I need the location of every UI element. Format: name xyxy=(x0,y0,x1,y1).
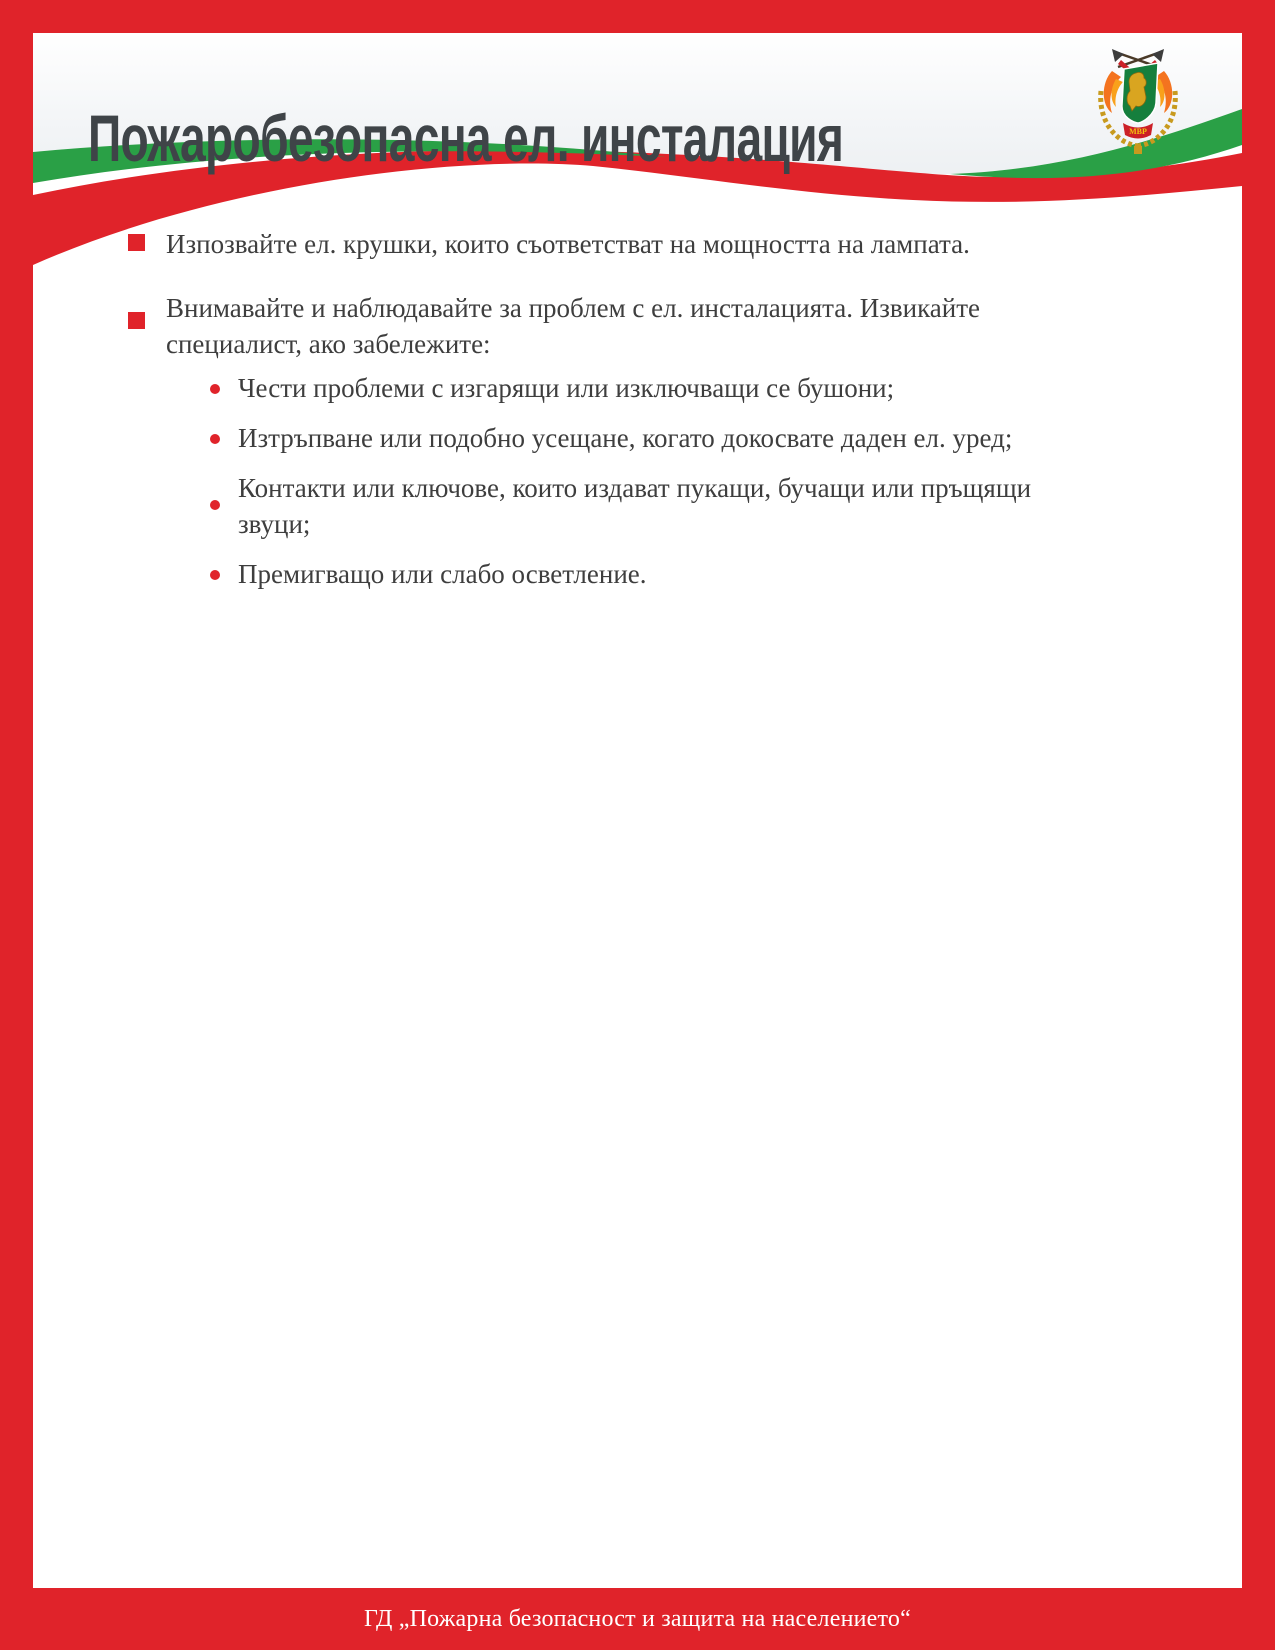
axe-head-right-icon xyxy=(1152,49,1164,62)
bullet-text: Изпозвайте ел. крушки, които съответстват на мощността на лампата. xyxy=(166,229,970,259)
sub-bullet-text: Чести проблеми с изгарящи или изключващи се бушони; xyxy=(238,373,895,403)
sub-bullet-item xyxy=(210,370,1118,406)
sub-bullet-item xyxy=(210,420,1118,456)
square-bullet-icon xyxy=(128,312,145,329)
fire-safety-emblem-logo xyxy=(1088,45,1188,157)
pendant-icon xyxy=(1134,146,1142,154)
banner-text: МВР xyxy=(1129,127,1147,136)
sub-bullet-item xyxy=(210,470,1118,542)
bullet-body xyxy=(166,290,1118,606)
bullet-text: Внимавайте и наблюдавайте за проблем с ел. инсталацията. Извикайте специалист, ако забележите: xyxy=(166,293,981,359)
square-bullet-icon xyxy=(128,234,145,251)
bullet-item xyxy=(128,226,1118,262)
round-bullet-icon xyxy=(210,434,220,444)
round-bullet-icon xyxy=(210,500,220,510)
bullet-list xyxy=(128,226,1118,634)
footer-text: ГД „Пожарна безопасност и защита на населението“ xyxy=(364,1605,911,1632)
sub-bullet-item xyxy=(210,556,1118,592)
sub-bullet-text: Изтръпване или подобно усещане, когато докосвате даден ел. уред; xyxy=(238,423,1013,453)
sub-bullet-text: Премигващо или слабо осветление. xyxy=(238,559,647,589)
bullet-body xyxy=(166,226,1118,262)
page-title: Пожаробезопасна ел. инсталация xyxy=(88,101,844,176)
content-sheet xyxy=(33,33,1242,1588)
axe-head-left-icon xyxy=(1112,49,1124,62)
sub-bullet-list xyxy=(166,370,1118,592)
round-bullet-icon xyxy=(210,384,220,394)
bullet-item xyxy=(128,290,1118,606)
round-bullet-icon xyxy=(210,570,220,580)
footer-bar xyxy=(0,1588,1275,1650)
sub-bullet-text: Контакти или ключове, които издават пукащи, бучащи или пръщящи звуци; xyxy=(238,473,1032,539)
